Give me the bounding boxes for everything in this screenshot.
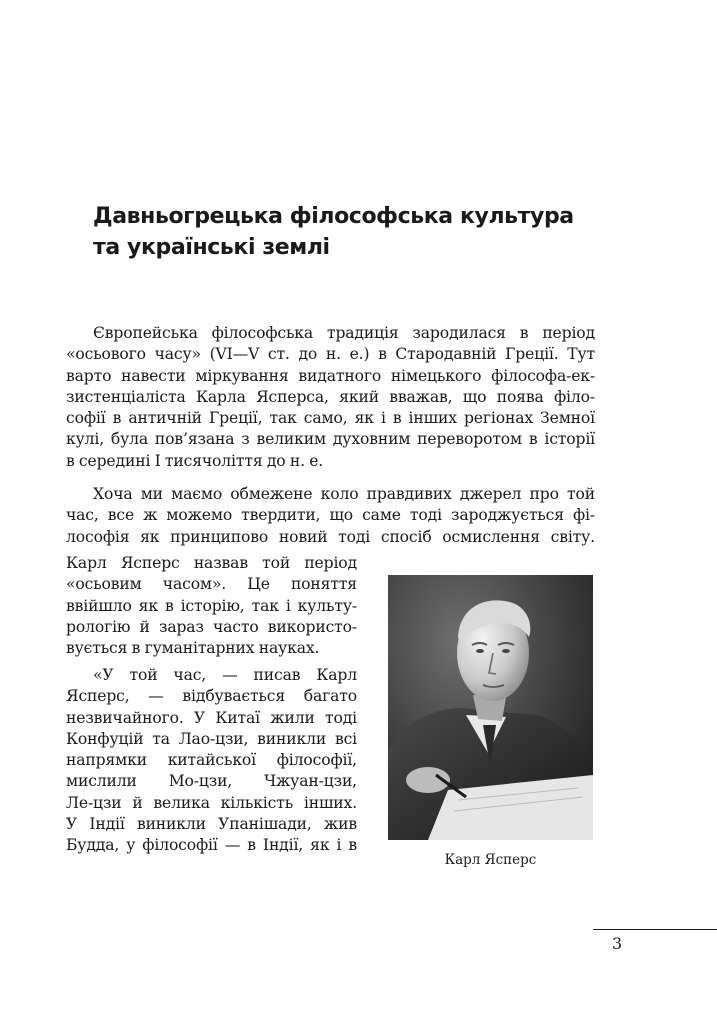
- paragraph-line: в середині І тисячоліття до н. е.: [66, 451, 324, 470]
- paragraph-line: Ле-цзи й велика кількість інших.: [66, 793, 357, 812]
- paragraph-line: незвичайного. У Китаї жили тоді: [66, 708, 357, 727]
- paragraph-line: Європейська філософська традиція зародилася в період: [93, 324, 595, 342]
- paragraph-2: [66, 484, 595, 548]
- paragraph-1: [66, 323, 595, 472]
- paragraph-2-column: [66, 553, 357, 659]
- paragraph-line: вується в гуманітарних науках.: [66, 639, 320, 658]
- title-line-1: Давньогрецька філософська культура: [93, 204, 574, 229]
- page-title: [93, 201, 613, 263]
- paragraph-line: лософія як принципово новий тоді спосіб осмислення світу.: [66, 527, 595, 546]
- paragraph-line: Конфуцій та Лао-цзи, виникли всі: [66, 729, 357, 748]
- title-line-2: та українські землі: [93, 235, 330, 260]
- paragraph-line: кулі, була пов’язана з великим духовним переворотом в історії: [66, 430, 595, 449]
- paragraph-line: софії в античній Греції, так само, як і в інших регіонах Земної: [66, 409, 595, 428]
- paragraph-line: «У той час, — писав Карл: [93, 666, 357, 684]
- paragraph-3-quote: [66, 665, 357, 857]
- paragraph-line: напрямки китайської філософії,: [66, 751, 357, 770]
- footer-rule: [593, 929, 717, 930]
- portrait-photo: [388, 575, 593, 840]
- paragraph-line: час, все ж можемо твердити, що саме тоді зароджується фі-: [66, 506, 595, 525]
- paragraph-line: зистенціаліста Карла Ясперса, який вважав, що поява філо-: [66, 387, 595, 406]
- figure-caption: Карл Ясперс: [444, 852, 537, 868]
- paragraph-line: Будда, у філософії — в Індії, як і в: [66, 836, 357, 855]
- paragraph-line: мислили Мо-цзи, Чжуан-цзи,: [66, 772, 357, 791]
- paragraph-line: Карл Ясперс назвав той період: [66, 554, 357, 572]
- paragraph-line: рологію й зараз часто використо-: [66, 617, 357, 636]
- paragraph-line: У Індії виникли Упанішади, жив: [66, 815, 357, 834]
- paragraph-line: «осьового часу» (VI—V ст. до н. е.) в Стародавній Греції. Тут: [66, 345, 595, 364]
- paragraph-line: ввійшло як в історію, так і культу-: [66, 596, 357, 615]
- paragraph-line: Хоча ми маємо обмежене коло правдивих джерел про той: [93, 485, 595, 503]
- paragraph-line: варто навести міркування видатного німецького філософа-ек-: [66, 366, 595, 385]
- paragraph-line: Ясперс, — відбувається багато: [66, 687, 357, 706]
- paragraph-line: «осьовим часом». Це поняття: [66, 575, 357, 594]
- page-number: 3: [612, 934, 623, 953]
